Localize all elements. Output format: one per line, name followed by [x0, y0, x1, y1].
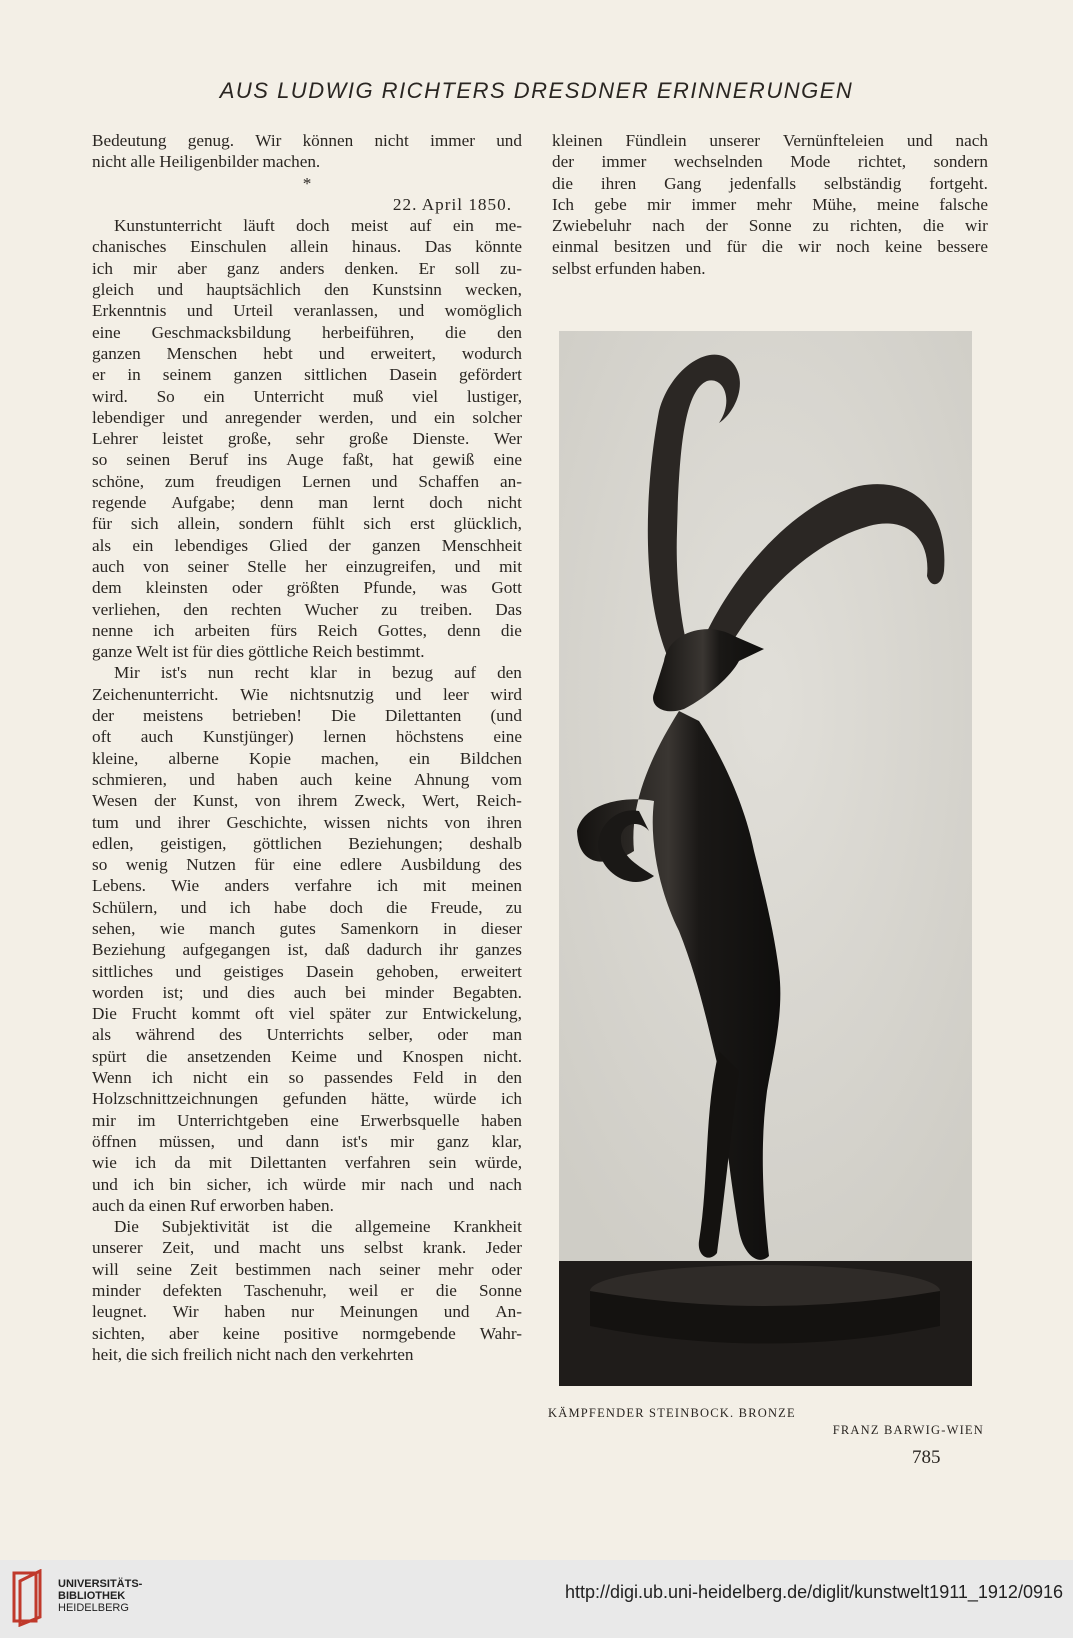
text-line: Die Frucht kommt oft viel später zur Entwickelung, [92, 1004, 522, 1024]
text-line: Beziehung aufgegangen ist, daß dadurch ihr ganzes [92, 940, 522, 960]
text-line: so seinen Beruf ins Auge faßt, hat gewiß eine [92, 450, 522, 470]
viewer-footer [0, 1560, 1073, 1638]
paragraph-kunstunterricht [92, 215, 522, 662]
opening-paragraph [92, 130, 522, 173]
text-line: schöne, zum freudigen Lernen und Schaffen an- [92, 471, 522, 491]
section-star: * [302, 173, 312, 193]
text-line: eine Geschmacksbildung herbeiführen, die den [92, 322, 522, 342]
text-line: worden ist; und dies auch bei minder Begabten. [92, 982, 522, 1002]
text-line: unserer Zeit, und macht uns selbst krank. Jeder [92, 1238, 522, 1258]
text-line: spürt die ansetzenden Keime und Knospen nicht. [92, 1046, 522, 1066]
text-line: Bedeutung genug. Wir können nicht immer und [92, 131, 522, 150]
caption-title: KÄMPFENDER STEINBOCK. BRONZE [548, 1406, 796, 1420]
text-line: Zwiebeluhr nach der Sonne zu richten, die wir [552, 216, 988, 236]
text-line: kleinen Fündlein unserer Vernünfteleien und nach [552, 131, 988, 150]
text-line: sehen, wie manch gutes Samenkorn in dieser [92, 918, 522, 938]
text-line: als während des Unterrichts selber, oder man [92, 1025, 522, 1045]
text-line: tum und ihrer Geschichte, wissen nichts von ihren [92, 812, 522, 832]
text-line: und ich bin sicher, ich würde mir nach und nach [92, 1174, 522, 1194]
text-line: Die Subjektivität ist die allgemeine Krankheit [114, 1217, 522, 1237]
ibex-photo [559, 331, 972, 1386]
text-line: nicht alle Heiligenbilder machen. [92, 152, 321, 172]
text-line: öffnen müssen, und dann ist's mir ganz klar, [92, 1131, 522, 1151]
text-line: Schülern, und ich habe doch die Freude, zu [92, 897, 522, 917]
text-line: schmieren, und haben auch keine Ahnung vom [92, 769, 522, 789]
text-line: als ein lebendiges Glied der ganzen Menschheit [92, 535, 522, 555]
text-line: will seine Zeit bestimmen nach seiner mehr oder [92, 1259, 522, 1279]
text-line: Mir ist's nun recht klar in bezug auf den [114, 663, 522, 683]
text-line: der meistens betrieben! Die Dilettanten (und [92, 706, 522, 726]
text-line: auch da einen Ruf erworben haben. [92, 1195, 334, 1215]
paragraph-zeichenunterricht [92, 662, 522, 1216]
text-line: wird. So ein Unterricht muß viel lustiger, [92, 386, 522, 406]
text-line: heit, die sich freilich nicht nach den verkehrten [92, 1344, 414, 1364]
text-line: so wenig Nutzen für eine edlere Ausbildung des [92, 855, 522, 875]
photo-caption [548, 1405, 984, 1439]
left-column [92, 130, 522, 1365]
text-line: regende Aufgabe; denn man lernt doch nicht [92, 493, 522, 513]
text-line: ganze Welt ist für dies göttliche Reich bestimmt. [92, 642, 425, 662]
text-line: minder defekten Taschenuhr, weil er die Sonne [92, 1281, 522, 1301]
text-line: kleine, alberne Kopie machen, ein Bildchen [92, 748, 522, 768]
text-line: verliehen, den rechten Wucher zu treiben. Das [92, 599, 522, 619]
text-line: dem kleinsten oder größten Pfunde, was Gott [92, 578, 522, 598]
page-number: 785 [912, 1447, 941, 1468]
text-line: selbst erfunden haben. [552, 258, 706, 278]
text-line: sittliches und geistiges Dasein gehoben, erweitert [92, 961, 522, 981]
library-name [58, 1578, 142, 1614]
text-line: Erkenntnis und Urteil veranlassen, und womöglich [92, 301, 522, 321]
text-line: leugnet. Wir haben nur Meinungen und An- [92, 1302, 522, 1322]
text-line: oft auch Kunstjünger) lernen höchstens eine [92, 727, 522, 747]
text-line: Lehrer leistet große, sehr große Dienste. Wer [92, 429, 522, 449]
caption-artist: FRANZ BARWIG-WIEN [832, 1423, 984, 1437]
library-name-line3: HEIDELBERG [58, 1602, 129, 1614]
text-line: mir im Unterrichtgeben eine Erwerbsquelle haben [92, 1110, 522, 1130]
running-header: AUS LUDWIG RICHTERS DRESDNER ERINNERUNGEN [219, 78, 854, 103]
text-line: für sich allein, sondern fühlt sich erst glücklich, [92, 514, 522, 534]
text-line: Wesen der Kunst, von ihrem Zweck, Wert, Reich- [92, 791, 522, 811]
text-line: auch von seiner Stelle her einzugreifen, und mit [92, 556, 522, 576]
text-line: Wenn ich nicht ein so passendes Feld in den [92, 1068, 522, 1088]
text-line: nenne ich arbeiten fürs Reich Gottes, denn die [92, 620, 522, 640]
text-line: wie ich da mit Dilettanten verfahren sein würde, [92, 1153, 522, 1173]
text-line: lebendiger und anregender werden, und ein solcher [92, 407, 522, 427]
paragraph-continuation [552, 130, 988, 279]
document-url[interactable]: http://digi.ub.uni-heidelberg.de/diglit/kunstwelt1911_1912/0916 [564, 1582, 1063, 1602]
text-line: Kunstunterricht läuft doch meist auf ein me- [114, 216, 522, 236]
ibex-statue-image [559, 331, 972, 1386]
text-line: er in seinem ganzen sittlichen Dasein gefördert [92, 365, 522, 385]
library-logo-icon [12, 1569, 47, 1627]
text-line: Lebens. Wie anders verfahre ich mit meinen [92, 876, 522, 896]
library-name-line2: BIBLIOTHEK [58, 1590, 126, 1602]
text-line: Zeichenunterricht. Wie nichtsnutzig und leer wird [92, 684, 522, 704]
text-line: Ich gebe mir immer mehr Mühe, meine falsche [552, 194, 988, 214]
text-line: die ihren Gang jedenfalls selbständig fortgeht. [552, 173, 988, 193]
text-line: einmal besitzen und für die wir noch keine bessere [552, 237, 988, 257]
text-line: der immer wechselnden Mode richtet, sondern [552, 152, 988, 172]
text-line: sichten, aber keine positive normgebende Wahr- [92, 1323, 522, 1343]
paragraph-subjektivitaet [92, 1216, 522, 1365]
dateline: 22. April 1850. [392, 194, 512, 214]
text-line: ganzen Menschen hebt und erweitert, wodurch [92, 343, 522, 363]
text-line: edlen, geistigen, göttlichen Beziehungen; deshalb [92, 833, 522, 853]
text-line: gleich und hauptsächlich den Kunstsinn wecken, [92, 280, 522, 300]
text-line: Holzschnittzeichnungen gefunden hätte, würde ich [92, 1089, 522, 1109]
library-name-line1: UNIVERSITÄTS- [58, 1578, 143, 1590]
text-line: ich mir aber ganz anders denken. Er soll zu- [92, 258, 522, 278]
text-line: chanisches Einschulen allein hinaus. Das könnte [92, 237, 522, 257]
right-column [552, 130, 988, 279]
